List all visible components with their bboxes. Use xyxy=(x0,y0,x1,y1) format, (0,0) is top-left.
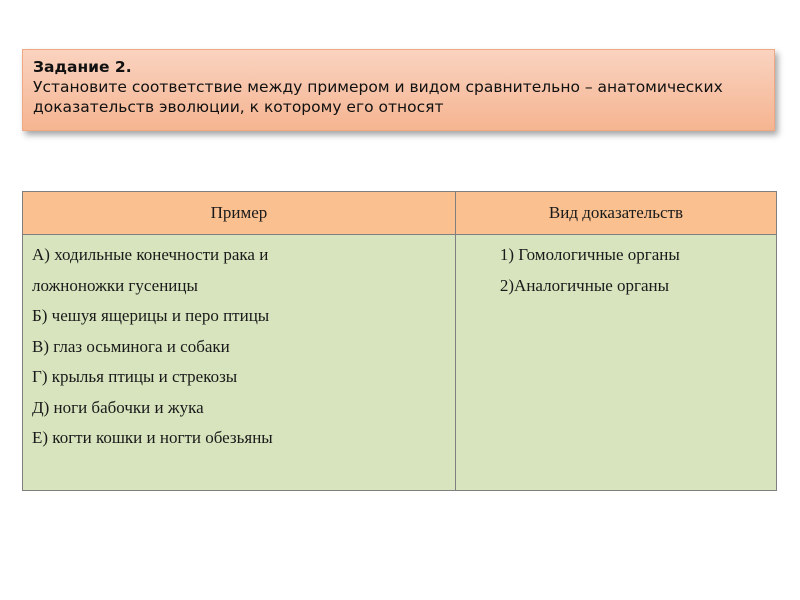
table-header-row xyxy=(23,192,777,235)
example-item-e: Е) когти кошки и ногти обезьяны xyxy=(32,428,273,447)
example-item-a-line1: А) ходильные конечности рака и xyxy=(32,245,269,264)
example-item-a-line2: ложноножки гусеницы xyxy=(32,275,198,295)
table-body-row xyxy=(23,235,777,491)
example-item-v: В) глаз осьминога и собаки xyxy=(32,336,230,356)
examples-cell xyxy=(23,235,456,491)
evidence-types-cell xyxy=(455,235,776,491)
header-example: Пример xyxy=(23,192,456,235)
task-box xyxy=(22,49,775,131)
examples-list xyxy=(24,236,454,454)
type-item-analogous: 2)Аналогичные органы xyxy=(499,275,670,295)
evidence-types-list xyxy=(457,236,775,301)
type-item-homologous: 1) Гомологичные органы xyxy=(499,245,680,264)
example-item-d: Д) ноги бабочки и жука xyxy=(32,397,204,417)
example-item-b: Б) чешуя ящерицы и перо птицы xyxy=(32,306,270,325)
task-title: Задание 2. xyxy=(33,58,132,76)
example-item-g: Г) крылья птицы и стрекозы xyxy=(32,367,238,386)
header-evidence-type: Вид доказательств xyxy=(455,192,776,235)
matching-table xyxy=(22,191,777,491)
task-text: Установите соответствие между примером и видом сравнительно – анатомических доказательств эволюции, к которому его относят xyxy=(33,78,723,116)
